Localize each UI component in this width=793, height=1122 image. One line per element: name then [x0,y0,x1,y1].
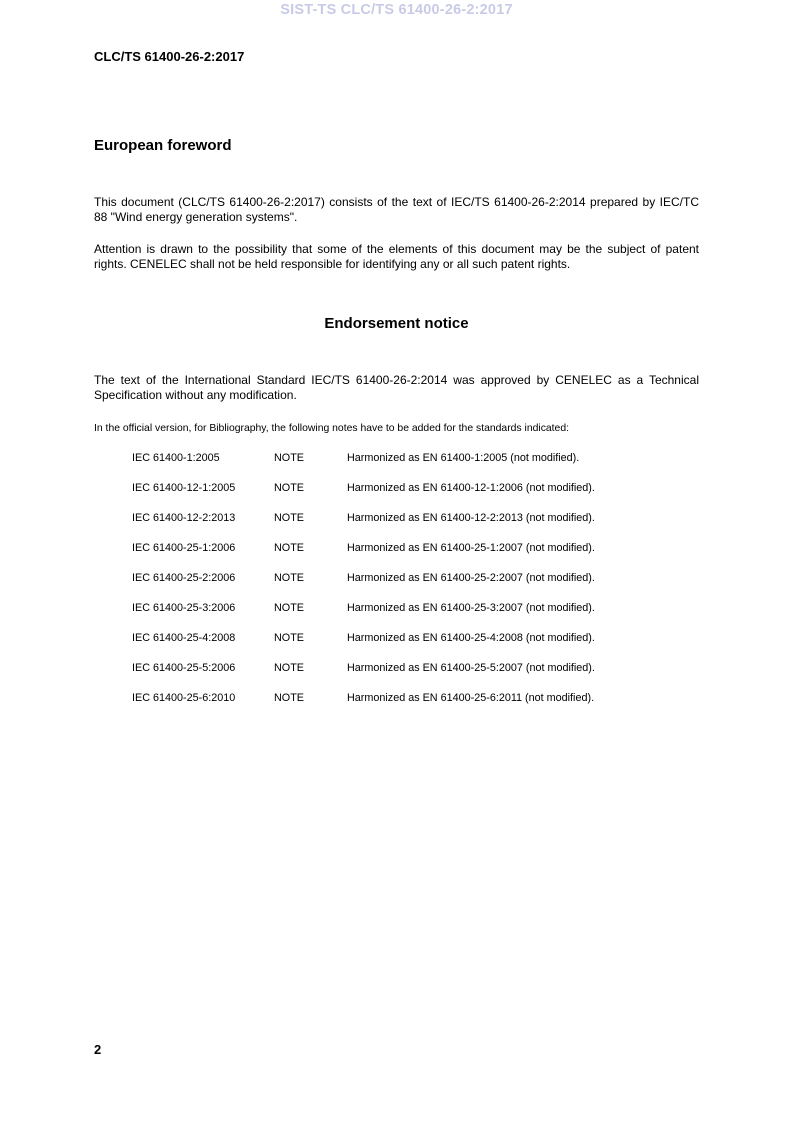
note-standard: IEC 61400-25-2:2006 [132,572,236,584]
note-text: Harmonized as EN 61400-1:2005 (not modified). [347,452,580,464]
note-text: Harmonized as EN 61400-25-4:2008 (not modified). [347,632,595,644]
note-standard: IEC 61400-25-5:2006 [132,662,236,674]
endorsement-paragraph-2: In the official version, for Bibliography, the following notes have to be added for the standards indicated: [94,423,569,434]
foreword-heading: European foreword [94,137,232,154]
watermark: SIST-TS CLC/TS 61400-26-2:2017 [280,2,513,18]
note-standard: IEC 61400-25-1:2006 [132,542,236,554]
note-label: NOTE [274,452,304,464]
note-label: NOTE [274,512,304,524]
endorsement-heading: Endorsement notice [324,315,469,332]
page-number: 2 [94,1042,102,1057]
note-text: Harmonized as EN 61400-25-5:2007 (not modified). [347,662,595,674]
document-id: CLC/TS 61400-26-2:2017 [94,49,245,64]
note-text: Harmonized as EN 61400-12-2:2013 (not modified). [347,512,595,524]
note-standard: IEC 61400-25-3:2006 [132,602,236,614]
note-text: Harmonized as EN 61400-25-3:2007 (not modified). [347,602,595,614]
note-label: NOTE [274,542,304,554]
note-label: NOTE [274,602,304,614]
note-text: Harmonized as EN 61400-25-2:2007 (not modified). [347,572,595,584]
note-label: NOTE [274,662,304,674]
note-label: NOTE [274,572,304,584]
note-standard: IEC 61400-12-2:2013 [132,512,236,524]
foreword-paragraph-1: This document (CLC/TS 61400-26-2:2017) consists of the text of IEC/TS 61400-26-2:2014 prepared by IEC/TC 88 "Wind energy generation systems". [94,195,699,224]
note-standard: IEC 61400-25-4:2008 [132,632,236,644]
note-label: NOTE [274,692,304,704]
note-text: Harmonized as EN 61400-25-6:2011 (not modified). [347,692,595,704]
note-standard: IEC 61400-25-6:2010 [132,692,236,704]
note-text: Harmonized as EN 61400-12-1:2006 (not modified). [347,482,595,494]
note-label: NOTE [274,632,304,644]
note-standard: IEC 61400-12-1:2005 [132,482,236,494]
endorsement-paragraph-1: The text of the International Standard IEC/TS 61400-26-2:2014 was approved by CENELEC as a Technical Specification without any modification. [94,373,699,402]
note-text: Harmonized as EN 61400-25-1:2007 (not modified). [347,542,595,554]
note-standard: IEC 61400-1:2005 [132,452,220,464]
note-label: NOTE [274,482,304,494]
foreword-paragraph-2: Attention is drawn to the possibility that some of the elements of this document may be the subject of patent rights. CENELEC shall not be held responsible for identifying any or all such patent rights. [94,242,699,271]
